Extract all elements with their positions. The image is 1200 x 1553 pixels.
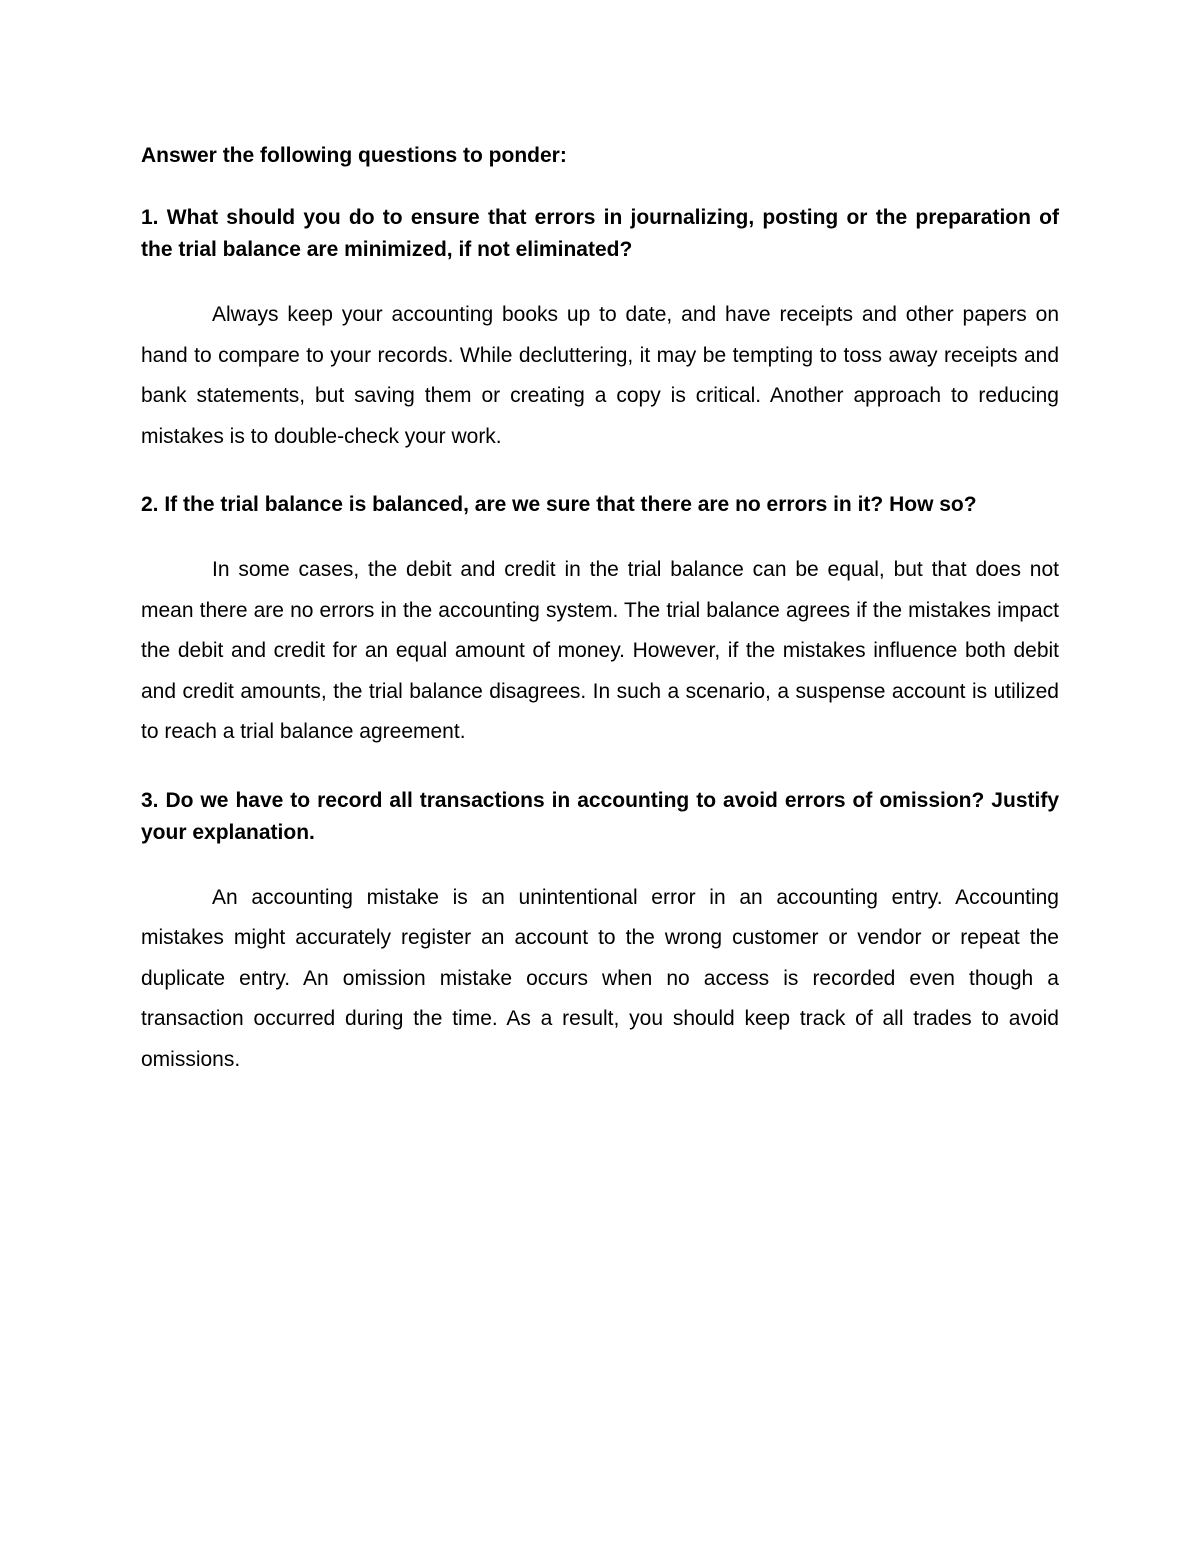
- answer-3: An accounting mistake is an unintentional error in an accounting entry. Accounting mistakes might accurately register an account to the wrong customer or vendor or repeat the duplicate entry. An omission mistake occurs when no access is recorded even though a transaction occurred during the time. As a result, you should keep track of all trades to avoid omissions.: [141, 885, 1059, 1071]
- question-3: 3. Do we have to record all transactions in accounting to avoid errors of omission? Justify your explanation.: [141, 788, 1059, 844]
- answer-2: In some cases, the debit and credit in the trial balance can be equal, but that does not mean there are no errors in the accounting system. The trial balance agrees if the mistakes impact the debit and credit for an equal amount of money. However, if the mistakes influence both debit and credit amounts, the trial balance disagrees. In such a scenario, a suspense account is utilized to reach a trial balance agreement.: [141, 558, 1059, 743]
- intro-heading: Answer the following questions to ponder:: [141, 144, 567, 167]
- question-1: 1. What should you do to ensure that errors in journalizing, posting or the preparation of the trial balance are minimized, if not eliminated?: [141, 206, 1059, 261]
- answer-1: Always keep your accounting books up to date, and have receipts and other papers on hand to compare to your records. While decluttering, it may be tempting to toss away receipts and bank statements, but saving them or creating a copy is critical. Another approach to reducing mistakes is to double-check your work.: [141, 303, 1059, 448]
- document-body: [141, 140, 1059, 1080]
- question-2: 2. If the trial balance is balanced, are we sure that there are no errors in it? How so?: [141, 493, 977, 516]
